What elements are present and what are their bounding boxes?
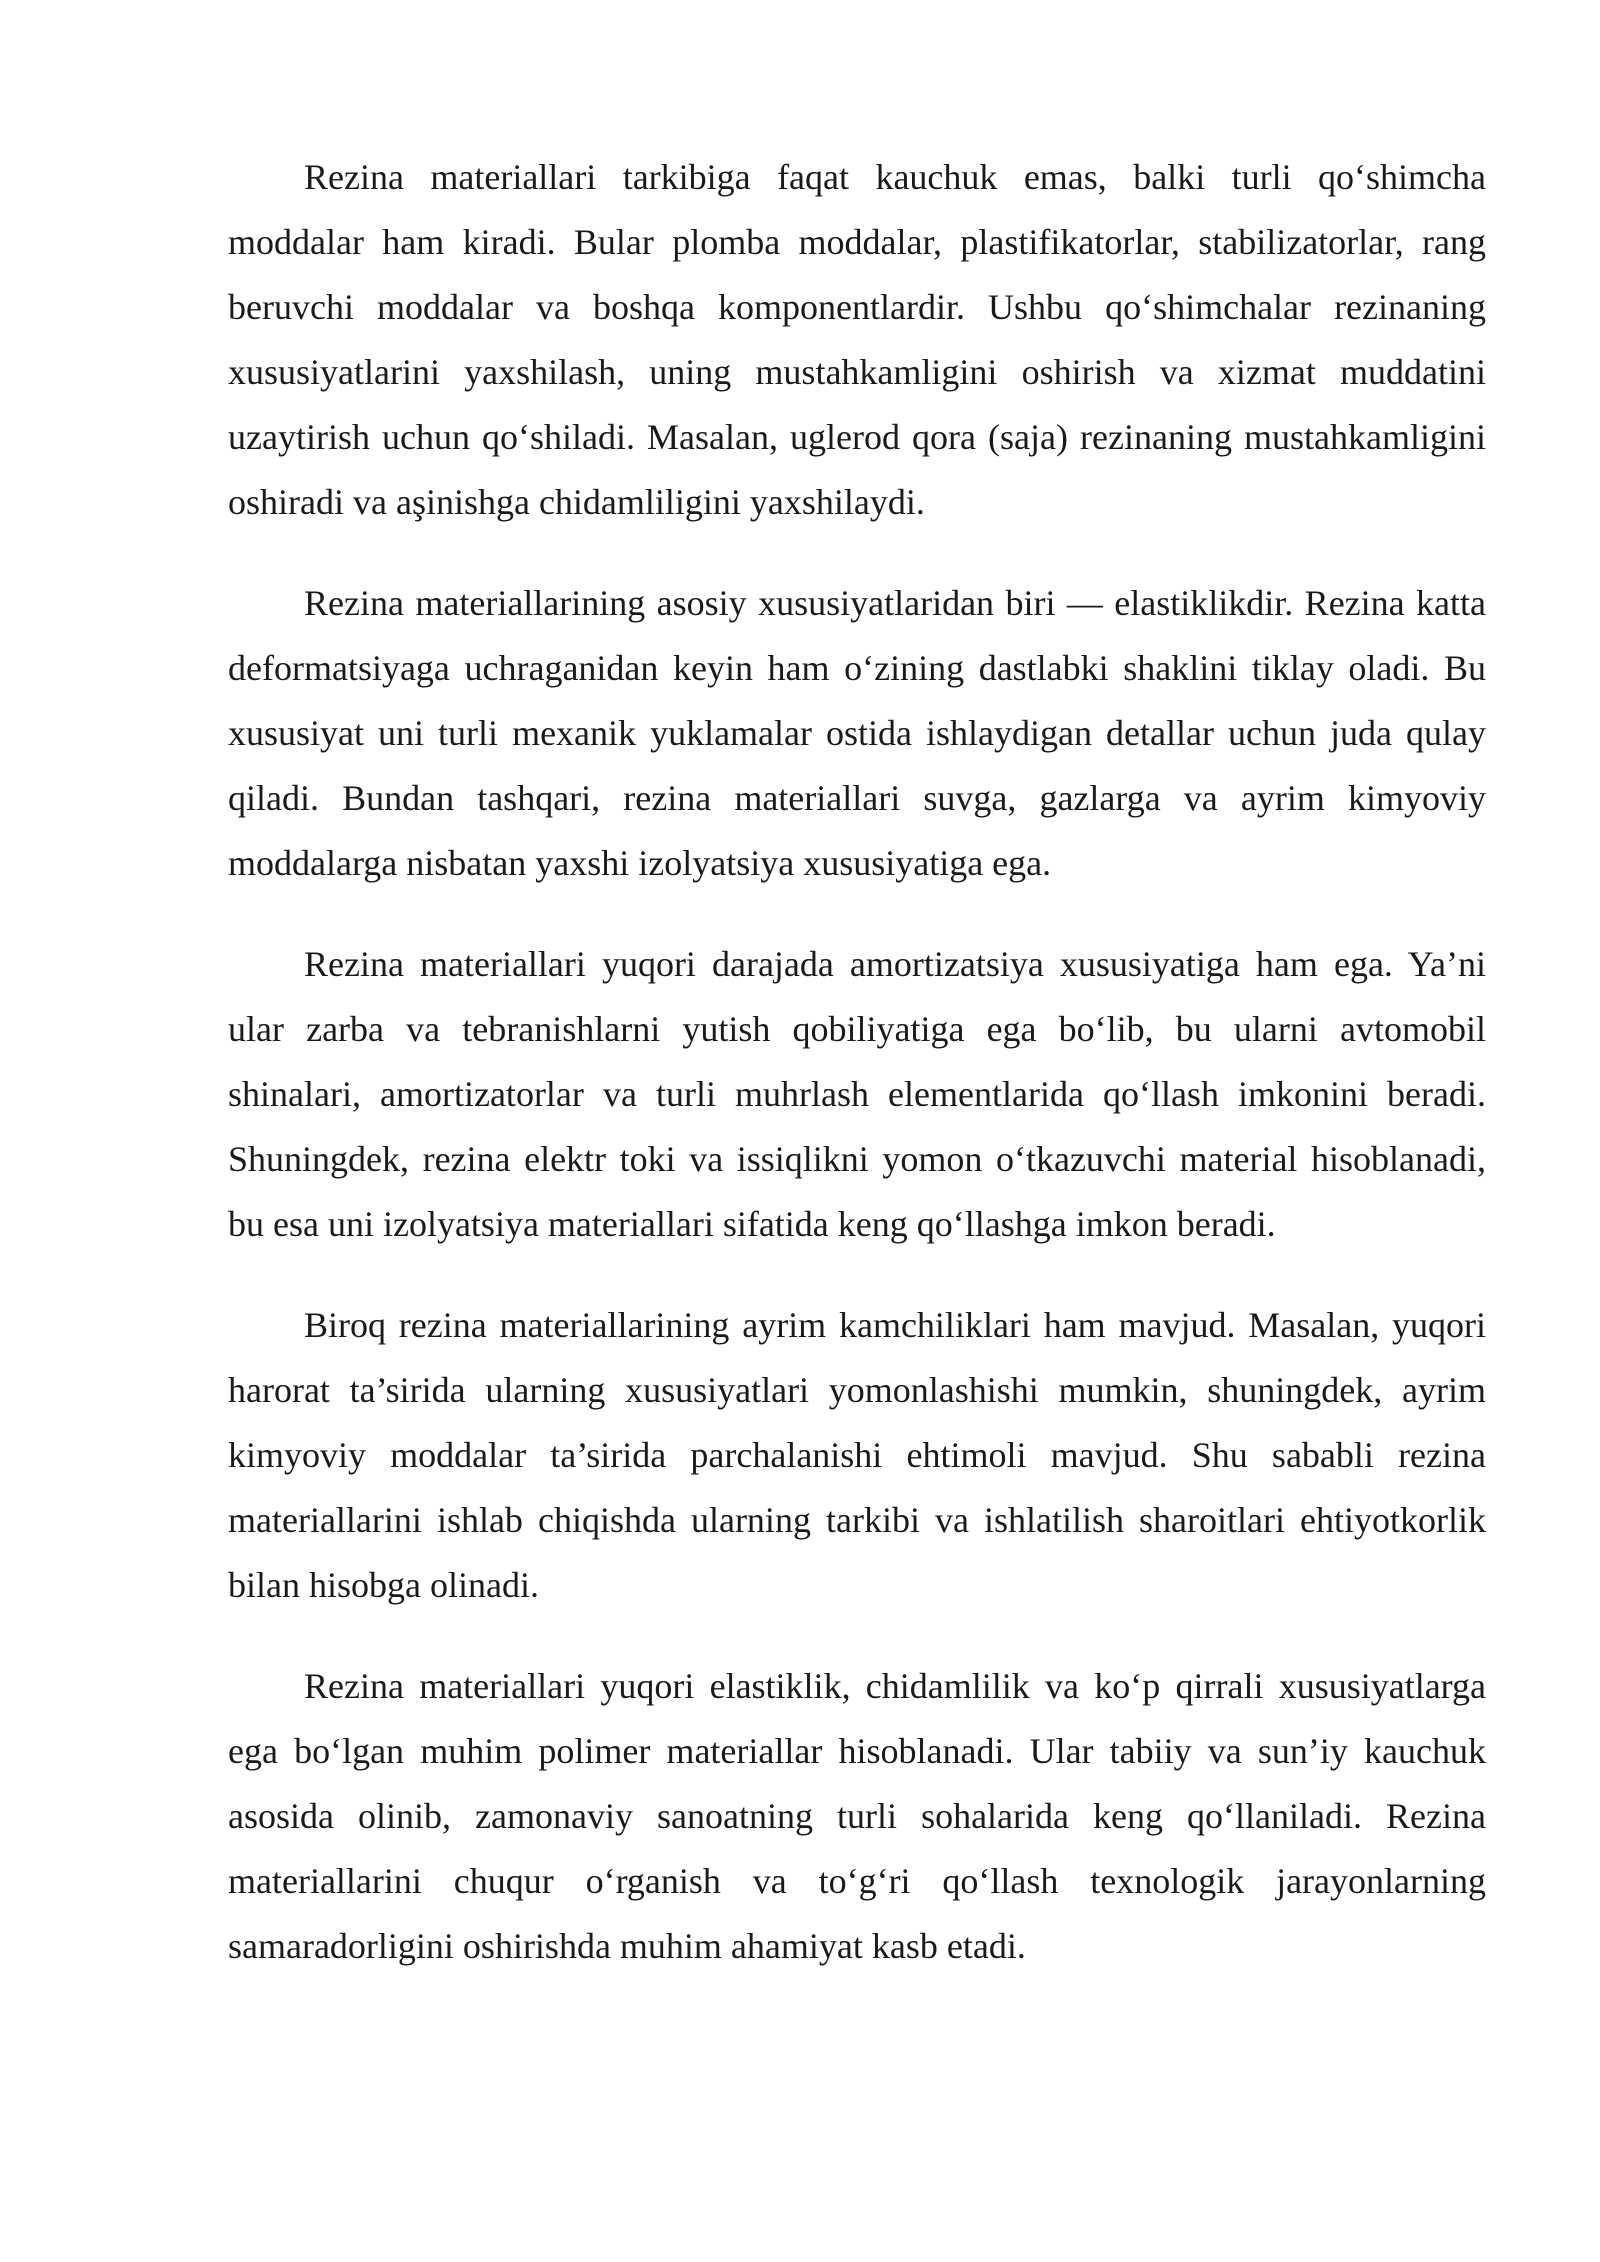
paragraph-4: Biroq rezina materiallarining ayrim kamchiliklari ham mavjud. Masalan, yuqori harorat ta’sirida ularning xususiyatlari yomonlashishi mumkin, shuningdek, ayrim kimyoviy moddalar ta’sirida parchalanishi ehtimoli mavjud. Shu sababli rezina materiallarini ishlab chiqishda ularning tarkibi va ishlatilish sharoitlari ehtiyotkorlik bilan hisobga olinadi.: [228, 1305, 1486, 1605]
paragraph-1: Rezina materiallari tarkibiga faqat kauchuk emas, balki turli qo‘shimcha moddalar ham kiradi. Bular plomba moddalar, plastifikatorlar, stabilizatorlar, rang beruvchi moddalar va boshqa komponentlardir. Ushbu qo‘shimchalar rezinaning xususiyatlarini yaxshilash, uning mustahkamligini oshirish va xizmat muddatini uzaytirish uchun qo‘shiladi. Masalan, uglerod qora (saja) rezinaning mustahkamligini oshiradi va aşinishga chidamliligini yaxshilaydi.: [228, 157, 1486, 522]
paragraph-3: Rezina materiallari yuqori darajada amortizatsiya xususiyatiga ham ega. Ya’ni ular zarba va tebranishlarni yutish qobiliyatiga ega bo‘lib, bu ularni avtomobil shinalari, amortizatorlar va turli muhrlash elementlarida qo‘llash imkonini beradi. Shuningdek, rezina elektr toki va issiqlikni yomon o‘tkazuvchi material hisoblanadi, bu esa uni izolyatsiya materiallari sifatida keng qo‘llashga imkon beradi.: [228, 944, 1486, 1244]
paragraph-2: Rezina materiallarining asosiy xususiyatlaridan biri — elastiklikdir. Rezina katta deformatsiyaga uchraganidan keyin ham o‘zining dastlabki shaklini tiklay oladi. Bu xususiyat uni turli mexanik yuklamalar ostida ishlaydigan detallar uchun juda qulay qiladi. Bundan tashqari, rezina materiallari suvga, gazlarga va ayrim kimyoviy moddalarga nisbatan yaxshi izolyatsiya xususiyatiga ega.: [228, 583, 1486, 883]
document-body: [228, 145, 1486, 1979]
paragraph-5: Rezina materiallari yuqori elastiklik, chidamlilik va ko‘p qirrali xususiyatlarga ega bo‘lgan muhim polimer materiallar hisoblanadi. Ular tabiiy va sun’iy kauchuk asosida olinib, zamonaviy sanoatning turli sohalarida keng qo‘llaniladi. Rezina materiallarini chuqur o‘rganish va to‘g‘ri qo‘llash texnologik jarayonlarning samaradorligini oshirishda muhim ahamiyat kasb etadi.: [228, 1666, 1486, 1966]
